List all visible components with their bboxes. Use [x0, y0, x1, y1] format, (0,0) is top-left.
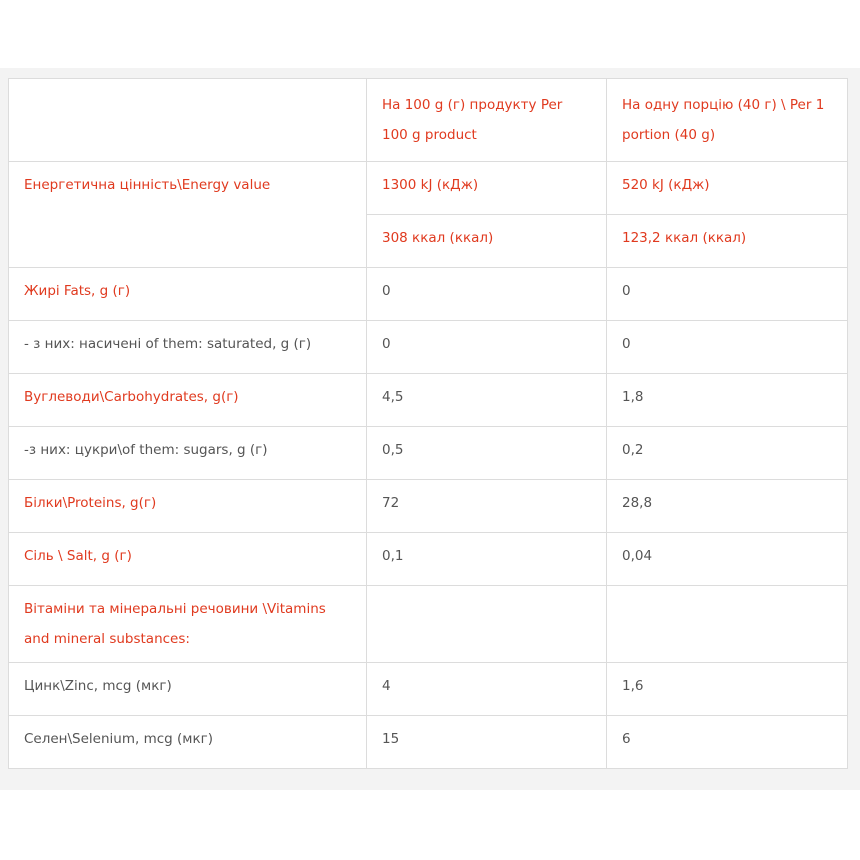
header-per-portion: На одну порцію (40 г) \ Per 1 portion (40 g): [607, 79, 848, 162]
table-row: [9, 374, 848, 427]
table-row: [9, 321, 848, 374]
table-row: [9, 663, 848, 716]
table-row: [9, 268, 848, 321]
zinc-label: Цинк\Zinc, mcg (мкг): [9, 663, 367, 716]
header-empty-cell: [9, 79, 367, 162]
table-header-row: [9, 79, 848, 162]
vitamins-label: Вітаміни та мінеральні речовини \Vitamins and mineral substances:: [9, 586, 367, 663]
energy-kcal-per-100g: 308 ккал (ккал): [367, 215, 607, 268]
vitamins-row: [9, 586, 848, 663]
energy-kj-per-100g: 1300 kJ (кДж): [367, 162, 607, 215]
carbohydrates-per-100g: 4,5: [367, 374, 607, 427]
proteins-per-100g: 72: [367, 480, 607, 533]
table-row: [9, 427, 848, 480]
vitamins-per-portion-empty: [607, 586, 848, 663]
saturated-per-portion: 0: [607, 321, 848, 374]
table-row: [9, 716, 848, 769]
saturated-per-100g: 0: [367, 321, 607, 374]
energy-kcal-per-portion: 123,2 ккал (ккал): [607, 215, 848, 268]
sugars-label: -з них: цукри\of them: sugars, g (г): [9, 427, 367, 480]
table-row: [9, 533, 848, 586]
carbohydrates-label: Вуглеводи\Carbohydrates, g(г): [9, 374, 367, 427]
salt-per-portion: 0,04: [607, 533, 848, 586]
selenium-label: Селен\Selenium, mcg (мкг): [9, 716, 367, 769]
salt-label: Сіль \ Salt, g (г): [9, 533, 367, 586]
sugars-per-portion: 0,2: [607, 427, 848, 480]
energy-kj-row: [9, 162, 848, 215]
saturated-label: - з них: насичені of them: saturated, g (г): [9, 321, 367, 374]
vitamins-per-100g-empty: [367, 586, 607, 663]
fats-per-portion: 0: [607, 268, 848, 321]
fats-per-100g: 0: [367, 268, 607, 321]
fats-label: Жирі Fats, g (г): [9, 268, 367, 321]
energy-label: Енергетична цінність\Energy value: [9, 162, 367, 268]
selenium-per-portion: 6: [607, 716, 848, 769]
proteins-label: Білки\Proteins, g(г): [9, 480, 367, 533]
sugars-per-100g: 0,5: [367, 427, 607, 480]
table-row: [9, 480, 848, 533]
nutrition-facts-table: [8, 78, 848, 769]
zinc-per-100g: 4: [367, 663, 607, 716]
salt-per-100g: 0,1: [367, 533, 607, 586]
proteins-per-portion: 28,8: [607, 480, 848, 533]
energy-kj-per-portion: 520 kJ (кДж): [607, 162, 848, 215]
selenium-per-100g: 15: [367, 716, 607, 769]
zinc-per-portion: 1,6: [607, 663, 848, 716]
header-per-100g: На 100 g (г) продукту Per 100 g product: [367, 79, 607, 162]
carbohydrates-per-portion: 1,8: [607, 374, 848, 427]
